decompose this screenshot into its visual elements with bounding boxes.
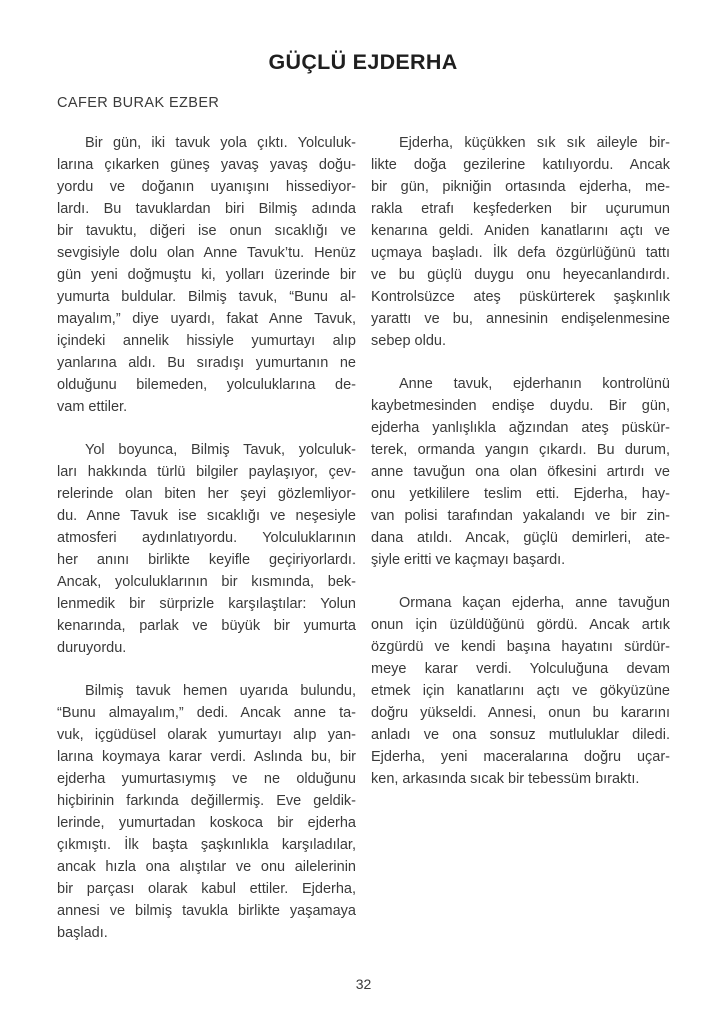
text-line: relerinde olan biten her şeyi gözlemliyor- (57, 486, 356, 502)
text-line: onun için üzüldüğünü gördü. Ancak artık (371, 617, 670, 633)
text-line: uçmaya başladı. İlk defa özgürlüğünü tattı (371, 245, 670, 261)
text-line: van polisi tarafından yakalandı ve bir zin- (371, 508, 670, 524)
text-line: larına koymaya karar verdi. Aslında bu, bir (57, 749, 356, 765)
text-line: Ormana kaçan ejderha, anne tavuğun (399, 595, 670, 611)
text-line: terek, ormanda yangın çıkardı. Bu durum, (371, 442, 670, 458)
text-line: atmosferi aydınlatıyordu. Yolculuklarının (57, 530, 356, 546)
text-line: sebep oldu. (371, 333, 446, 349)
text-line: onu yetkililere teslim etti. Ejderha, hay- (371, 486, 670, 502)
text-line: başladı. (57, 925, 108, 941)
text-line: bir parçası olarak kabul ettiler. Ejderha, (57, 881, 356, 897)
text-line: ken, arkasında sıcak bir tebessüm bıraktı. (371, 771, 640, 787)
text-line: ve bu güçlü duygu onu heyecanlandırdı. (371, 267, 670, 283)
text-line: larına çıkarken güneş yavaş yavaş doğu- (57, 157, 356, 173)
text-line: Ancak, yolculuklarının bir kısmında, bek- (57, 574, 356, 590)
paragraph (371, 373, 670, 571)
text-line: duruyordu. (57, 640, 127, 656)
text-line: etmek için kanatlarını açtı ve gökyüzüne (371, 683, 670, 699)
text-line: kenarına geldi. Aniden kanatlarını açtı ve (371, 223, 670, 239)
text-line: doğru yükseldi. Annesi, onun bu kararını (371, 705, 670, 721)
text-line: Bir gün, iki tavuk yola çıktı. Yolculuk- (85, 135, 356, 151)
column-right (371, 132, 670, 965)
text-line: Kontrolsüzce ateş püskürterek şaşkınlık (371, 289, 670, 305)
text-line: vuk, içgüdüsel olarak yumurtayı alıp yan- (57, 727, 356, 743)
text-line: şiyle eritti ve kaçmayı başardı. (371, 552, 566, 568)
text-line: ancak hızla ona alıştılar ve onu ailelerinin (57, 859, 356, 875)
text-line: içindeki annelik hissiyle yumurtayı alıp (57, 333, 356, 349)
text-line: rakla etrafı keşfederken bir uçurumun (371, 201, 670, 217)
text-line: yanlarına aldı. Bu sıradışı yumurtanın ne (57, 355, 356, 371)
text-line: likte doğa gezilerine katılıyordu. Ancak (371, 157, 670, 173)
text-line: meye karar verdi. Yolculuğuna devam (371, 661, 670, 677)
text-line: olduğunu bilemeden, yolculuklarına de- (57, 377, 356, 393)
page-title: GÜÇLÜ EJDERHA (268, 50, 458, 74)
text-line: kaybetmesinden endişe duydu. Bir gün, (371, 398, 670, 414)
text-line: mayalım,” diye uyardı, fakat Anne Tavuk, (57, 311, 356, 327)
text-line: hiçbirinin farkında değillermiş. Eve geldik- (57, 793, 356, 809)
text-line: yarattı ve bu, annesinin endişelenmesine (371, 311, 670, 327)
text-line: “Bunu almayalım,” dedi. Ancak anne ta- (57, 705, 356, 721)
text-line: bir tavuktu, diğeri ise onun sıcaklığı ve (57, 223, 356, 239)
text-line: her anını birlikte keyifle geçiriyorlardı. (57, 552, 356, 568)
text-line: özgürdü ve kendi başına hayatını sürdür- (371, 639, 670, 655)
text-line: annesi ve bilmiş tavukla birlikte yaşamaya (57, 903, 356, 919)
paragraph (371, 592, 670, 790)
text-columns (57, 132, 670, 965)
text-line: Anne tavuk, ejderhanın kontrolünü (399, 376, 670, 392)
paragraph (371, 132, 670, 352)
text-line: yumurta buldular. Bilmiş tavuk, “Bunu al- (57, 289, 356, 305)
paragraph (57, 132, 356, 418)
text-line: dana atıldı. Ancak, güçlü demirleri, ate- (371, 530, 670, 546)
page-number: 32 (355, 976, 372, 992)
text-line: Ejderha, yeni maceralarına doğru uçar- (371, 749, 670, 765)
text-line: vam ettiler. (57, 399, 128, 415)
text-line: kenarında, parlak ve büyük bir yumurta (57, 618, 356, 634)
text-line: anne tavuğun ona olan öfkesini artırdı ve (371, 464, 670, 480)
text-line: lerinde, yumurtadan koskoca bir ejderha (57, 815, 356, 831)
text-line: Ejderha, küçükken sık sık aileyle bir- (399, 135, 670, 151)
text-line: ları hakkında türlü bilgiler paylaşıyor, çev- (57, 464, 356, 480)
text-line: anladı ve ona sonsuz mutluluklar diledi. (371, 727, 670, 743)
column-left (57, 132, 356, 965)
text-line: du. Anne Tavuk ise sıcaklığı ve neşesiyle (57, 508, 356, 524)
paragraph (57, 680, 356, 944)
text-line: lardı. Bu tavuklardan biri Bilmiş adında (57, 201, 356, 217)
text-line: bir gün, pikniğin ortasında ejderha, me- (371, 179, 670, 195)
author-name: CAFER BURAK EZBER (57, 95, 220, 111)
text-line: ejderha yumurtasıymış ve ne olduğunu (57, 771, 356, 787)
text-line: yordu ve doğanın uyanışını hissediyor- (57, 179, 356, 195)
text-line: Bilmiş tavuk hemen uyarıda bulundu, (85, 683, 356, 699)
text-line: sevgisiyle dolu olan Anne Tavuk’tu. Henüz (57, 245, 356, 261)
text-line: çıkmıştı. İlk başta şaşkınlıkla karşıladılar, (57, 837, 356, 853)
text-line: lenmedik bir sürprizle karşılaştılar: Yolun (57, 596, 356, 612)
text-line: Yol boyunca, Bilmiş Tavuk, yolculuk- (85, 442, 356, 458)
paragraph (57, 439, 356, 659)
text-line: ejderha yanlışlıkla ağzından ateş püskür- (371, 420, 670, 436)
text-line: gün yeni doğmuştu ki, yolları üzerinde bir (57, 267, 356, 283)
